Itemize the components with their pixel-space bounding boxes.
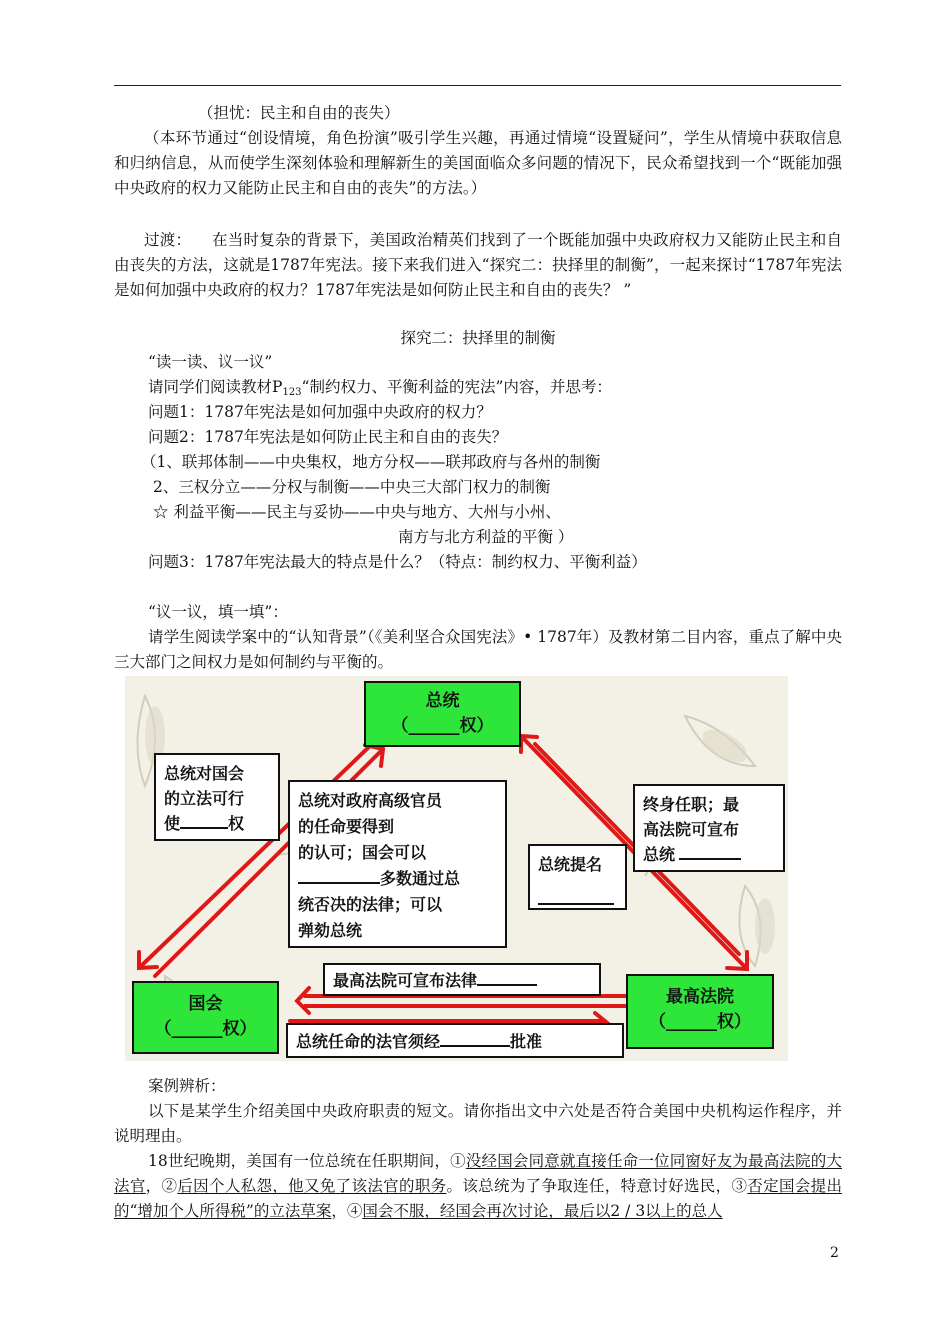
congress-power-blank[interactable]: （______权） [154,1019,257,1039]
veto-line-2: 的立法可行 [164,789,245,808]
transition-label: 过渡： [144,231,192,249]
president-power-blank[interactable]: （______权） [391,716,494,736]
congress-label: 国会 [188,994,223,1014]
life-line-3-text: 总统 [643,845,676,864]
answer-line-2: 2、三权分立——分权与制衡——中央三大部门权力的制衡 [153,478,551,496]
case-claim-1: 没经国会同意就直接任命一位同窗好友为最高法院的大法官 [114,1152,842,1195]
case-text-2: 。该总统为了争取连任，特意讨好选民，③ [446,1177,748,1195]
appointment-override-box [288,780,507,948]
discuss-title: “议一议，填一填”： [148,603,288,621]
appoint-line-3: 的认可；国会可以 [298,843,427,862]
veto-line-1: 总统对国会 [164,764,245,783]
appoint-line-1: 总统对政府高级官员 [298,791,443,810]
judge-approval-text-a: 总统任命的法官须经 [296,1032,441,1051]
discuss-text: 请学生阅读学案中的“认知背景”（《美利坚合众国宪法》• 1787年）及教材第二目内容，重点了解中央三大部门之间权力是如何制约与平衡的。 [114,628,842,671]
supreme-court-box [626,974,774,1049]
case-claim-3: 否定国会提出的“增加个人所得税”的立法草案 [114,1177,842,1220]
appoint-line-5: 统否决的法律；可以 [298,895,443,914]
veto-line-3-start: 使 [164,814,181,833]
judicial-review-text: 最高法院可宣布法律 [333,971,478,990]
judicial-review-blank[interactable] [477,984,537,986]
question-2: 问题2：1787年宪法是如何防止民主和自由的丧失？ [148,428,508,446]
worry-note: （担忧：民主和自由的丧失） [198,104,400,122]
case-text-1: ，② [145,1177,178,1195]
transition-text: 在当时复杂的背景下，美国政治精英们找到了一个既能加强中央政府权力又能防止民主和自由丧失的方法，这就是1787年宪法。接下来我们进入“探究二：抉择里的制衡”，一起来探讨“1787年宪法是如何加强中央政府的权力？1787年宪法是如何防止民主和自由的丧失？ ” [114,231,842,299]
veto-blank[interactable] [180,827,228,829]
answer-line-1: （1、联邦体制——中央集权，地方分权——联邦政府与各州的制衡 [141,453,601,471]
nomination-label: 总统提名 [538,855,603,874]
judge-approval-blank[interactable] [440,1045,510,1047]
read-intro-part-b: “制约权力、平衡利益的宪法”内容，并思考： [301,378,612,396]
appoint-line-4 [298,866,497,892]
nomination-blank[interactable] [538,903,614,905]
life-line-3 [643,842,775,867]
appoint-line-4-text: 多数通过总 [380,869,461,888]
page-number: 2 [830,1245,839,1261]
header-rule [114,85,841,86]
veto-line-3 [164,811,270,836]
appoint-line-6: 弹劾总统 [298,921,363,940]
case-paragraph [114,1149,842,1224]
answer-line-3: ☆ 利益平衡——民主与妥协——中央与地方、大州与小州、 [153,503,561,521]
case-title: 案例辨析： [148,1077,226,1095]
life-line-1: 终身任职；最 [643,795,740,814]
appoint-line-2: 的任命要得到 [298,817,395,836]
nomination-blank-row [538,887,617,912]
section-title: 探究二：抉择里的制衡 [400,329,556,347]
read-title: “读一读、议一议” [148,353,273,371]
question-1: 问题1：1787年宪法是如何加强中央政府的权力？ [148,403,492,421]
case-claim-4: 国会不服，经国会再次讨论，最后以2 / 3以上的总人 [362,1202,723,1220]
veto-box [154,753,280,841]
supreme-court-label: 最高法院 [666,987,734,1007]
president-box [364,681,521,747]
judge-approval-box [286,1023,624,1058]
case-claim-2: 后因个人私怨，他又免了该法官的职务 [177,1177,447,1195]
transition-paragraph [114,228,842,303]
judge-approval-text-b: 批准 [510,1032,543,1051]
supreme-court-power-blank[interactable]: （______权） [649,1012,751,1032]
checks-and-balances-diagram [125,676,788,1061]
case-text-0: 18世纪晚期，美国有一位总统在任职期间，① [148,1152,466,1170]
answer-line-4: 南方与北方利益的平衡 ） [398,528,574,546]
question-3: 问题3：1787年宪法最大的特点是什么？（特点：制约权力、平衡利益） [148,553,647,571]
life-tenure-box [633,784,785,872]
president-label: 总统 [425,691,460,711]
textbook-page-sub: 123 [282,387,302,398]
congress-box [132,981,279,1054]
life-blank[interactable] [679,858,741,860]
nomination-box [528,844,627,910]
veto-line-3-end: 权 [228,814,245,833]
read-intro-part-a: 请同学们阅读教材P [148,378,283,396]
override-blank[interactable] [298,882,380,884]
design-note-paragraph: （本环节通过“创设情境，角色扮演”吸引学生兴趣，再通过情境“设置疑问”，学生从情境中获取信息和归纳信息，从而使学生深刻体验和理解新生的美国面临众多问题的情况下，民众希望找到一个“既能加强中央政府的权力又能防止民主和自由的丧失”的方法。） [114,129,842,197]
judicial-review-box [323,963,601,996]
case-text-3: ，④ [331,1202,363,1220]
case-intro: 以下是某学生介绍美国中央政府职责的短文。请你指出文中六处是否符合美国中央机构运作程序，并说明理由。 [114,1102,842,1145]
life-line-2: 高法院可宣布 [643,820,740,839]
